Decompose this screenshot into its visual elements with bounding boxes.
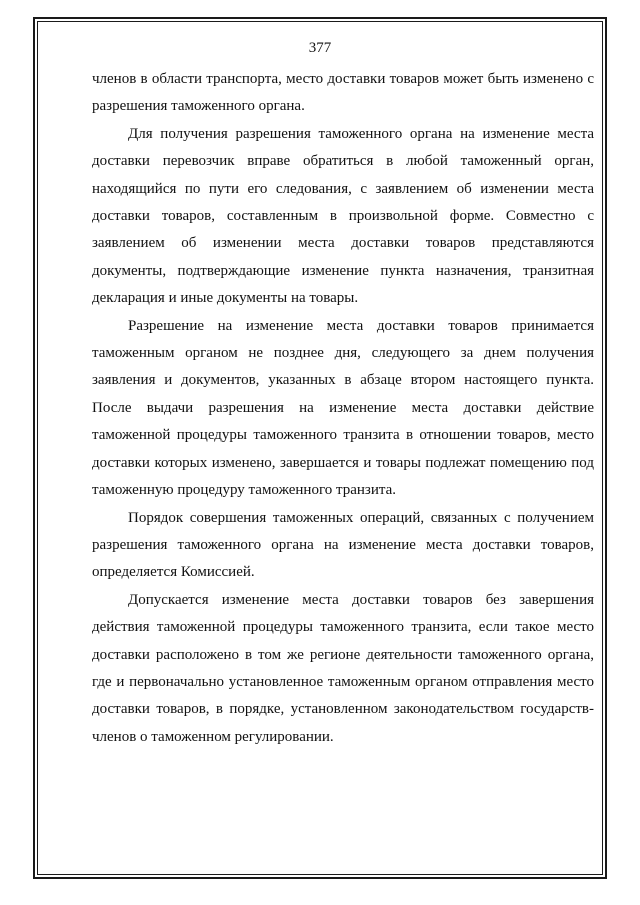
paragraph: Для получения разрешения таможенного органа на изменение места доставки перевозчик вправе обратиться в любой таможенный орган, находящийся по пути его следования, с заявлением об изменении места доставки товаров, составленным в произвольной форме. Совместно с заявлением об изменении места доставки товаров представляются документы, подтверждающие изменение пункта назначения, транзитная декларация и иные документы на товары. bbox=[92, 125, 594, 307]
page-number: 377 bbox=[308, 40, 332, 56]
paragraph: Допускается изменение места доставки товаров без завершения действия таможенной процедуры таможенного транзита, если такое место доставки расположено в том же регионе деятельности таможенного органа, где и первоначально установленное таможенным органом отправления место доставки товаров, в порядке, установленном законодательством государств-членов о таможенном регулировании. bbox=[92, 591, 594, 745]
paragraph-continuation: членов в области транспорта, место доставки товаров может быть изменено с разрешения таможенного органа. bbox=[92, 71, 594, 115]
paragraph: Порядок совершения таможенных операций, связанных с получением разрешения таможенного органа на изменение места доставки товаров, определяется Комиссией. bbox=[92, 509, 594, 581]
paragraph: Разрешение на изменение места доставки товаров принимается таможенным органом не позднее дня, следующего за днем получения заявления и документов, указанных в абзаце втором настоящего пункта. После выдачи разрешения на изменение места доставки действие таможенной процедуры таможенного транзита в отношении товаров, место доставки которых изменено, завершается и товары подлежат помещению под таможенную процедуру таможенного транзита. bbox=[92, 317, 594, 499]
document-body bbox=[92, 66, 594, 751]
